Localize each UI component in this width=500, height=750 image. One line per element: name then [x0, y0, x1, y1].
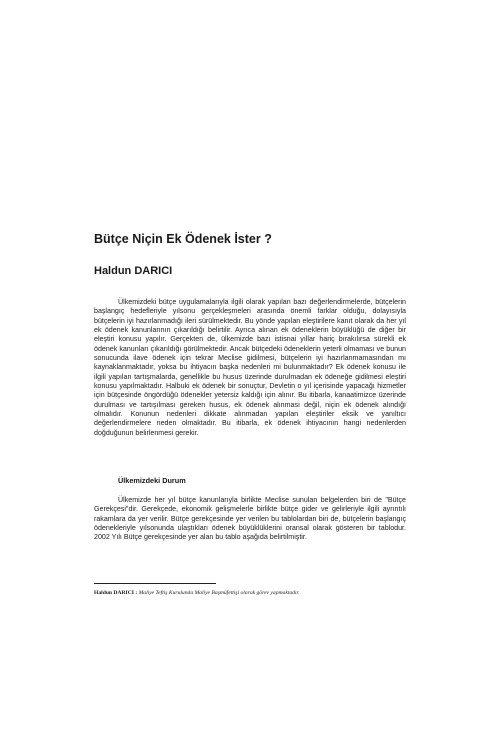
section-heading: Ülkemizdeki Durum — [118, 476, 186, 485]
body-paragraph-1: Ülkemizdeki bütçe uygulamalarıyla ilgili olarak yapılan bazı değerlendirmelerde, bütçelerin başlangıç hedefleriyle yılsonu gerçekleşmeleri arasında önemli farklar olduğu, dolayısıyla bütçelerin iyi hazırlanmadığı ileri sürülmektedir. Bu yönde yapılan eleştirilere kanıt olarak da her yıl ek ödenek kanunlarının çıkarıldığı belirtilir. Ayrıca alınan ek ödeneklerin büyüklüğü de diğer bir eleştiri konusu yapılır. Gerçekten de, ülkemizde bazı istisnai yıllar hariç bırakılırsa sürekli ek ödenek kanunları çıkarıldığı görülmektedir. Ancak bütçedeki ödeneklerin yeterli olmaması ve bunun sonucunda ilave ödenek için tekrar Meclise gidilmesi, bütçelerin iyi hazırlanmamasından mı kaynaklanmaktadır, yoksa bu ihtiyacın başka nedenleri mi bulunmaktadır? Ek ödenek konusu ile ilgili yapılan tartışmalarda, genellikle bu husus üzerinde durulmadan ek ödeneğe gidilmesi eleştiri konusu yapılmaktadır. Halbuki ek ödenek bir sonuçtur, Devletin o yıl içerisinde yapacağı hizmetler için bütçesinde öngördüğü ödenekler yetersiz kaldığı için alınır. Bu itibarla, kanaatimizce üzerinde durulması ve tartışılması gereken husus, ek ödenek alınması değil, niçin ek ödenek alındığı olmalıdır. Konunun nedenleri dikkate alınmadan yapılan eleştiriler eksik ve yanıltıcı değerlendirmelere neden olmaktadır. Bu itibarla, ek ödenek ihtiyacının hangi nedenlerden doğduğunun belirlenmesi gerekir. — [94, 298, 406, 437]
article-title: Bütçe Niçin Ek Ödenek İster ? — [94, 232, 272, 246]
footnote-text: Maliye Teftiş Kurulunda Maliye Başmüfettişi olarak görev yapmaktadır. — [138, 590, 300, 596]
footnote — [94, 590, 414, 596]
body-paragraph-2: Ülkemizde her yıl bütçe kanunlarıyla birlikte Meclise sunulan belgelerden biri de "Bütçe Gerekçesi"dir. Gerekçede, ekonomik gelişmelerle birlikte bütçe gider ve gelirleriyle ilgili ayrıntılı rakamlara da yer verilir. Bütçe gerekçesinde yer verilen bu tablolardan biri de, bütçelerin başlangıç ödenekleriyle yılsonunda ulaştıkları ödenek büyüklüklerini oransal olarak gösteren bir tablodur. 2002 Yılı Bütçe gerekçesinde yer alan bu tablo aşağıda belirtilmiştir. — [94, 496, 406, 542]
footnote-author: Haldun DARICI : — [94, 590, 138, 596]
article-author: Haldun DARICI — [94, 265, 173, 277]
footnote-divider — [94, 583, 216, 584]
